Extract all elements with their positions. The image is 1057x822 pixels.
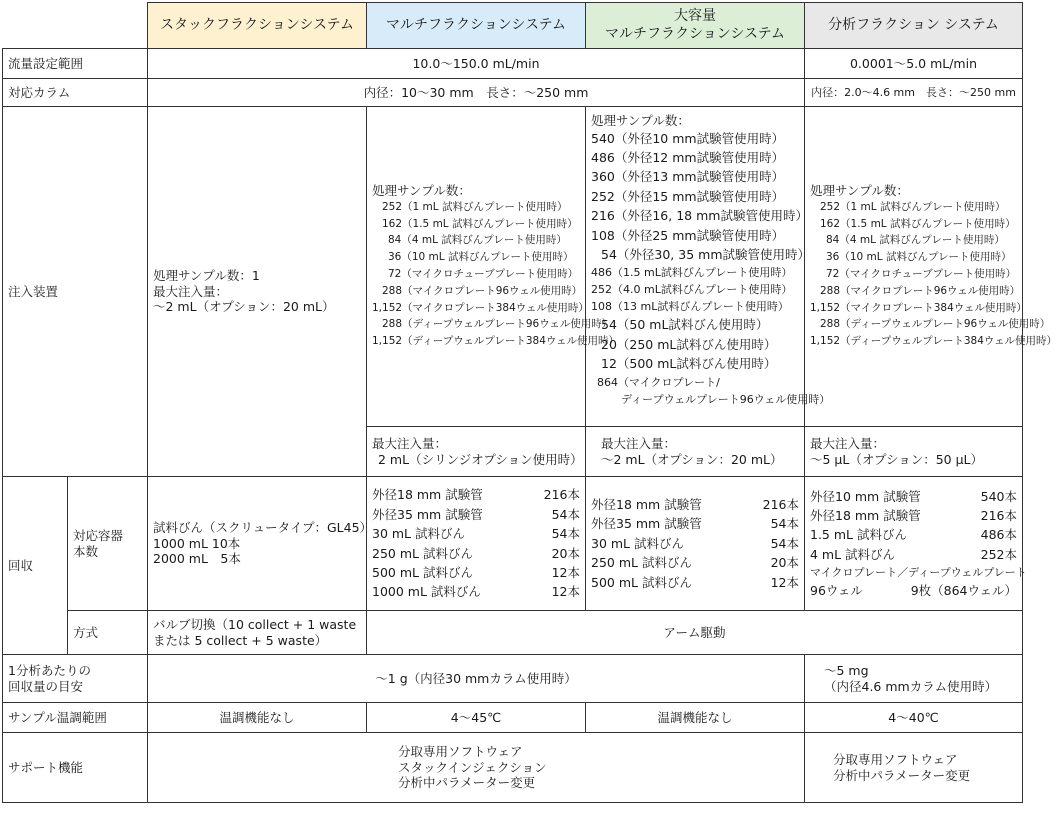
amount-analysis-value [805,655,1023,703]
injector-stack-line: 処理サンプル数：1 [153,268,260,284]
recovery-container-label [68,477,148,611]
container-item: 外径18 mm 試験管 216本 [372,487,580,503]
container-item: 外径10 mm 試験管 540本 [810,488,1017,504]
temp-large: 温調機能なし [586,703,805,733]
method-line: バルブ切換（10 collect + 1 waste [153,616,357,632]
container-item: 1.5 mL 試料びん 486本 [810,527,1017,543]
flow-analysis-value: 0.0001～5.0 mL/min [805,49,1023,79]
flow-row [3,49,1023,79]
amount-prep-value: ～1 g（内径30 mmカラム使用時） [148,655,805,703]
list-item: 360（外径13 mm試験管使用時） [591,169,785,185]
container-item: 4 mL 試料びん 252本 [810,546,1017,562]
injector-stack-line: ～2 mL（オプション：20 mL） [153,299,335,315]
list-item: 486（外径12 mm試験管使用時） [591,150,785,165]
container-line: 試料びん（スクリュータイプ：GL45） [153,520,373,536]
max-value: 2 mL（シリンジオプション使用時） [378,451,583,467]
support-prep [148,733,805,803]
header-multi-fraction: マルチフラクションシステム [367,3,586,49]
support-line: 分取専用ソフトウェア [398,744,523,760]
injector-label: 注入装置 [3,107,148,477]
spec-table [2,2,1057,803]
amount-analysis-line: （内径4.6 mmカラム使用時） [824,678,998,694]
injector-large-max [586,427,805,477]
injector-stack-line: 最大注入量： [153,283,229,299]
container-item: 外径35 mm 試験管 54本 [372,506,580,522]
list-item: 108（13 mL試料びんプレート使用時） [591,300,789,314]
amount-analysis-line: ～5 mg [824,662,869,678]
list-item: 20（250 mL試料びん使用時） [601,336,777,352]
method-line: または 5 collect + 5 waste） [153,632,328,648]
corner-cell [3,3,148,49]
list-item: 72（マイクロチューブプレート使用時） [388,267,579,280]
list-item: 864（マイクロプレート/ [597,375,720,389]
column-prep-value: 内径：10～30 mm 長さ：～250 mm [148,79,805,107]
list-item: 288（マイクロプレート96ウェル使用時） [382,284,583,297]
list-item: 216（外径16, 18 mm試験管使用時） [591,208,808,224]
column-row [3,79,1023,107]
max-label: 最大注入量： [601,435,677,451]
list-item: 36（10 mL 試料びんプレート使用時） [826,251,1012,264]
injector-multi-list [367,107,619,427]
recovery-multi-containers [367,477,586,611]
amount-label-line: 回収量の目安 [8,678,84,694]
column-label: 対応カラム [3,79,148,107]
list-item: 252（1 mL 試料びんプレート使用時） [382,200,568,213]
list-item: 1,152（ディープウェルプレート384ウェル使用時） [810,335,1057,348]
max-label: 最大注入量： [372,435,448,451]
support-row [3,733,1023,803]
list-item: 162（1.5 mL 試料びんプレート使用時） [382,217,578,230]
list-item: 162（1.5 mL 試料びんプレート使用時） [820,217,1016,230]
list-item: 486（1.5 mL試料びんプレート使用時） [591,266,793,280]
injector-stack [148,107,367,477]
container-item: 96ウェル 9枚（864ウェル） [810,583,1017,599]
injector-analysis-title: 処理サンプル数： [810,183,909,199]
flow-label: 流量設定範囲 [3,49,148,79]
container-item: 250 mL 試料びん 20本 [591,555,799,571]
injector-analysis-list [805,107,1057,427]
container-item: 30 mL 試料びん 54本 [372,526,580,542]
injector-multi-title: 処理サンプル数： [372,183,471,199]
container-label-line: 対応容器 [73,527,124,543]
amount-label [3,655,148,703]
list-item: 288（ディープウェルプレート96ウェル使用時） [820,318,1051,331]
temp-analysis: 4～40℃ [805,703,1023,733]
amount-row [3,655,1023,703]
container-item: 30 mL 試料びん 54本 [591,535,799,551]
list-item: 1,152（マイクロプレート384ウェル使用時） [810,301,1027,314]
temp-multi: 4～45℃ [367,703,586,733]
header-row [3,3,1023,49]
injector-large-list [586,107,831,427]
recovery-stack-containers [148,477,373,611]
list-item: 288（ディープウェルプレート96ウェル使用時） [382,318,613,331]
column-analysis-value: 内径：2.0～4.6 mm 長さ：～250 mm [805,79,1023,107]
recovery-container-row [3,477,1023,611]
container-item: 外径18 mm 試験管 216本 [591,497,799,513]
max-value: ～5 µL（オプション：50 µL） [810,451,984,467]
max-label: 最大注入量： [810,435,886,451]
method-label: 方式 [68,611,148,655]
list-item: 288（マイクロプレート96ウェル使用時） [820,284,1021,297]
list-item: ディープウェルプレート96ウェル使用時） [621,392,831,406]
list-item: 252（1 mL 試料びんプレート使用時） [820,200,1006,213]
container-line: 1000 mL 10本 [153,535,241,551]
container-item: 250 mL 試料びん 20本 [372,545,580,561]
support-label: サポート機能 [3,733,148,803]
method-stack [148,611,367,655]
header-analysis-fraction: 分析フラクション システム [805,3,1023,49]
container-item: 500 mL 試料びん 12本 [372,564,580,580]
list-item: 252（4.0 mL試料びんプレート使用時） [591,283,793,297]
injector-multi-max [367,427,586,477]
list-item: 84（4 mL 試料びんプレート使用時） [826,234,1005,247]
header-stack-fraction: スタックフラクションシステム [148,3,367,49]
list-item: 540（外径10 mm試験管使用時） [591,130,785,146]
plate-line: マイクロプレート／ディープウェルプレート [810,566,1027,580]
support-line: 分析中パラメーター変更 [398,775,536,791]
temp-label: サンプル温調範囲 [3,703,148,733]
list-item: 12（500 mL試料びん使用時） [601,356,777,372]
support-line: 分取専用ソフトウェア [833,751,958,767]
container-item: 外径35 mm 試験管 54本 [591,516,799,532]
recovery-method-row [3,611,1023,655]
header-large-line2: マルチフラクションシステム [605,25,785,42]
max-value: ～2 mL（オプション：20 mL） [601,451,783,467]
injector-row [3,107,1023,427]
list-item: 54（50 mL試料びん使用時） [601,317,769,333]
container-label-line: 本数 [73,543,99,559]
support-line: スタックインジェクション [398,759,547,775]
flow-prep-value: 10.0～150.0 mL/min [148,49,805,79]
container-line: 2000 mL 5本 [153,551,241,567]
temp-row [3,703,1023,733]
recovery-analysis-containers [805,477,1027,611]
list-item: 54（外径30, 35 mm試験管使用時） [601,246,810,262]
temp-stack: 温調機能なし [148,703,367,733]
injector-analysis-max [805,427,1023,477]
list-item: 252（外径15 mm試験管使用時） [591,188,785,204]
list-item: 84（4 mL 試料びんプレート使用時） [388,234,567,247]
amount-label-line: 1分析あたりの [8,662,91,678]
recovery-large-containers [586,477,805,611]
container-item: 500 mL 試料びん 12本 [591,574,799,590]
method-arm: アーム駆動 [367,611,1023,655]
recovery-label: 回収 [3,477,68,655]
injector-large-title: 処理サンプル数： [591,113,690,128]
support-line: 分析中パラメーター変更 [833,767,971,783]
list-item: 72（マイクロチューブプレート使用時） [826,267,1017,280]
list-item: 108（外径25 mm試験管使用時） [591,227,785,243]
list-item: 1,152（ディープウェルプレート384ウェル使用時） [372,335,619,348]
support-analysis [805,733,1023,803]
container-item: 1000 mL 試料びん 12本 [372,584,580,600]
list-item: 1,152（マイクロプレート384ウェル使用時） [372,301,589,314]
header-large-line1: 大容量 [674,8,716,24]
list-item: 36（10 mL 試料びんプレート使用時） [388,251,574,264]
container-item: 外径18 mm 試験管 216本 [810,507,1017,523]
header-large-multi-fraction [586,3,805,49]
